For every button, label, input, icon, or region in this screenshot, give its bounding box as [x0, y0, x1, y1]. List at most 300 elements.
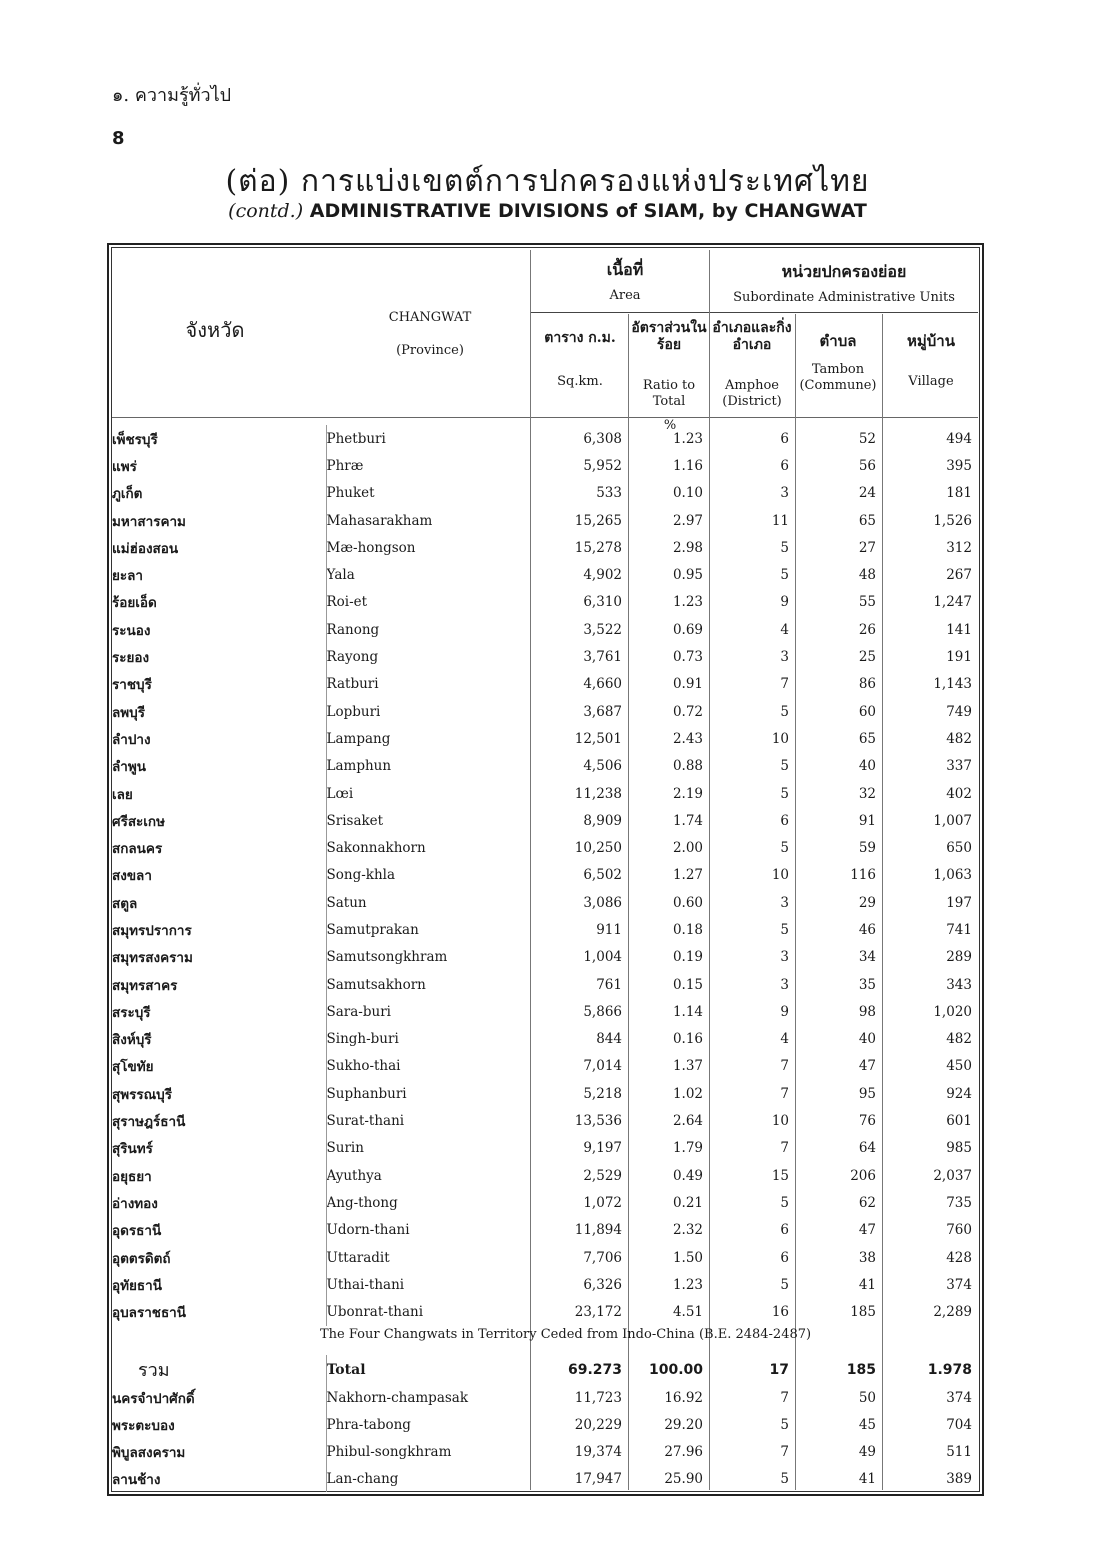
changwat-thai-name: ลานช้าง [112, 1471, 161, 1488]
area-sqkm: 3,086 [583, 894, 622, 911]
header-amphoe-thai: อำเภอและกิ่งอำเภอ [712, 320, 792, 353]
changwat-thai-name: อุบลราชธานี [112, 1305, 186, 1322]
ceded-table [112, 1355, 979, 1492]
village-count: 704 [946, 1416, 972, 1433]
table-row [112, 1438, 978, 1465]
amphoe-count: 6 [780, 1222, 789, 1239]
changwat-english-name: Lopburi [326, 698, 530, 725]
changwat-thai-name: สุรินทร์ [112, 1141, 153, 1158]
amphoe-count: 4 [780, 1031, 789, 1048]
tambon-count: 24 [858, 485, 876, 502]
area-ratio: 1.16 [672, 457, 703, 474]
changwat-thai-name: นครจำปาศักดิ์ [112, 1390, 195, 1407]
tambon-count: 98 [858, 1003, 876, 1020]
table-row [112, 916, 978, 943]
village-count: 389 [946, 1470, 972, 1487]
changwat-english-name: Sakonnakhorn [326, 834, 530, 861]
village-count: 1,247 [933, 594, 972, 611]
changwat-english-name: Mahasarakham [326, 507, 530, 534]
amphoe-count: 7 [780, 1443, 789, 1460]
village-count: 2,289 [933, 1304, 972, 1321]
changwat-thai-name: สตูล [112, 895, 138, 912]
area-sqkm: 10,250 [574, 840, 622, 857]
village-count: 141 [946, 621, 972, 638]
village-count: 760 [946, 1222, 972, 1239]
tambon-count: 206 [850, 1167, 876, 1184]
changwat-thai-name: ร้อยเอ็ด [112, 595, 157, 612]
area-sqkm: 13,536 [574, 1113, 622, 1130]
changwat-english-name: Rayong [326, 643, 530, 670]
area-ratio: 1.27 [672, 867, 703, 884]
area-sqkm: 1,072 [583, 1194, 622, 1211]
tambon-count: 52 [858, 430, 876, 447]
amphoe-count: 9 [780, 1003, 789, 1020]
total-area: 69.273 [567, 1361, 622, 1378]
tambon-count: 34 [858, 949, 876, 966]
amphoe-count: 6 [780, 457, 789, 474]
area-ratio: 1.37 [672, 1058, 703, 1075]
amphoe-count: 7 [780, 1085, 789, 1102]
header-ratio-thai: อัตราส่วนในร้อย [631, 320, 707, 353]
amphoe-count: 5 [780, 539, 789, 556]
village-count: 741 [946, 921, 972, 938]
changwat-english-name: Phuket [326, 480, 530, 507]
tambon-count: 64 [858, 1140, 876, 1157]
amphoe-count: 10 [771, 730, 789, 747]
total-label-thai: รวม [138, 1360, 170, 1381]
village-count: 450 [946, 1058, 972, 1075]
tambon-count: 38 [858, 1249, 876, 1266]
table-row [112, 1244, 978, 1271]
area-sqkm: 844 [596, 1031, 622, 1048]
amphoe-count: 15 [771, 1167, 789, 1184]
tambon-count: 40 [858, 1031, 876, 1048]
area-ratio: 1.50 [672, 1249, 703, 1266]
table-row [112, 1465, 978, 1492]
area-sqkm: 6,502 [583, 867, 622, 884]
amphoe-count: 5 [780, 785, 789, 802]
changwat-thai-name: พิบูลสงคราม [112, 1444, 186, 1461]
header-village-thai: หมู่บ้าน [907, 332, 955, 350]
table-row [112, 1217, 978, 1244]
area-sqkm: 20,229 [574, 1416, 622, 1433]
tambon-count: 91 [858, 812, 876, 829]
table-row [112, 1026, 978, 1053]
amphoe-count: 5 [780, 703, 789, 720]
table-row [112, 725, 978, 752]
changwat-english-name: Ranong [326, 616, 530, 643]
changwat-english-name: Phetburi [326, 425, 530, 452]
changwat-thai-name: สมุทรสงคราม [112, 950, 193, 967]
village-count: 2,037 [933, 1167, 972, 1184]
page-title-english [0, 200, 1095, 222]
table-row [112, 1189, 978, 1216]
area-sqkm: 6,326 [583, 1276, 622, 1293]
amphoe-count: 6 [780, 1249, 789, 1266]
table-row [112, 698, 978, 725]
area-sqkm: 15,278 [574, 539, 622, 556]
changwat-english-name: Sukho-thai [326, 1053, 530, 1080]
changwat-table [112, 425, 979, 1326]
changwat-thai-name: อุดรธานี [112, 1223, 162, 1240]
village-count: 1,007 [933, 812, 972, 829]
area-sqkm: 7,706 [583, 1249, 622, 1266]
tambon-count: 95 [858, 1085, 876, 1102]
area-ratio: 2.43 [672, 730, 703, 747]
changwat-thai-name: แม่ฮ่องสอน [112, 540, 179, 557]
tambon-count: 62 [858, 1194, 876, 1211]
tambon-count: 86 [858, 676, 876, 693]
total-row [112, 1355, 978, 1384]
area-ratio: 1.79 [672, 1140, 703, 1157]
table-row [112, 452, 978, 479]
area-sqkm: 8,909 [583, 812, 622, 829]
area-ratio: 4.51 [672, 1304, 703, 1321]
village-count: 181 [946, 485, 972, 502]
tambon-count: 60 [858, 703, 876, 720]
area-sqkm: 17,947 [574, 1470, 622, 1487]
area-ratio: 0.72 [672, 703, 703, 720]
area-ratio: 0.16 [672, 1031, 703, 1048]
village-count: 289 [946, 949, 972, 966]
table-row [112, 807, 978, 834]
tambon-count: 185 [850, 1304, 876, 1321]
changwat-thai-name: พระตะบอง [112, 1417, 175, 1434]
village-count: 402 [946, 785, 972, 802]
table-row [112, 1384, 978, 1411]
changwat-english-name: Uttaradit [326, 1244, 530, 1271]
table-row [112, 1135, 978, 1162]
table-row [112, 1080, 978, 1107]
amphoe-count: 5 [780, 840, 789, 857]
amphoe-count: 5 [780, 921, 789, 938]
changwat-english-name: Samutsakhorn [326, 971, 530, 998]
changwat-english-name: Uthai-thani [326, 1271, 530, 1298]
header-subunits-thai: หน่วยปกครองย่อย [781, 262, 907, 281]
amphoe-count: 9 [780, 594, 789, 611]
village-count: 650 [946, 840, 972, 857]
village-count: 985 [946, 1140, 972, 1157]
amphoe-count: 5 [780, 1276, 789, 1293]
area-ratio: 2.32 [672, 1222, 703, 1239]
header-province-english: (Province) [396, 343, 464, 358]
village-count: 191 [946, 649, 972, 666]
area-sqkm: 19,374 [574, 1443, 622, 1460]
changwat-english-name: Sara-buri [326, 998, 530, 1025]
table-row [112, 616, 978, 643]
table-row [112, 998, 978, 1025]
changwat-thai-name: อ่างทอง [112, 1195, 158, 1212]
tambon-count: 41 [858, 1276, 876, 1293]
ceded-territory-note: The Four Changwats in Territory Ceded from Indo-China (B.E. 2484-2487) [320, 1327, 812, 1342]
amphoe-count: 3 [780, 976, 789, 993]
amphoe-count: 6 [780, 430, 789, 447]
table-row [112, 534, 978, 561]
area-ratio: 1.23 [672, 430, 703, 447]
area-sqkm: 11,238 [574, 785, 622, 802]
area-ratio: 27.96 [664, 1443, 703, 1460]
area-ratio: 0.19 [672, 949, 703, 966]
changwat-thai-name: สมุทรสาคร [112, 977, 178, 994]
village-count: 395 [946, 457, 972, 474]
changwat-english-name: Lœi [326, 780, 530, 807]
changwat-thai-name: สิงห์บุรี [112, 1032, 152, 1049]
changwat-english-name: Ubonrat-thani [326, 1299, 530, 1326]
village-count: 1,526 [933, 512, 972, 529]
title-english-text: ADMINISTRATIVE DIVISIONS of SIAM, by CHANGWAT [309, 200, 867, 222]
changwat-english-name: Phibul-songkhram [326, 1438, 530, 1465]
header-subunits-english: Subordinate Administrative Units [733, 290, 955, 305]
village-count: 428 [946, 1249, 972, 1266]
area-ratio: 2.64 [672, 1113, 703, 1130]
area-ratio: 0.69 [672, 621, 703, 638]
village-count: 267 [946, 567, 972, 584]
changwat-english-name: Song-khla [326, 862, 530, 889]
area-ratio: 1.02 [672, 1085, 703, 1102]
area-sqkm: 6,310 [583, 594, 622, 611]
area-ratio: 0.18 [672, 921, 703, 938]
page-title-thai: (ต่อ) การแบ่งเขตต์การปกครองแห่งประเทศไทย [225, 164, 870, 199]
area-sqkm: 11,894 [574, 1222, 622, 1239]
area-ratio: 1.74 [672, 812, 703, 829]
changwat-english-name: Lampang [326, 725, 530, 752]
changwat-english-name: Nakhorn-champasak [326, 1384, 530, 1411]
amphoe-count: 6 [780, 812, 789, 829]
header-changwat-thai: จังหวัด [185, 318, 245, 342]
header-divider [530, 312, 978, 313]
tambon-count: 48 [858, 567, 876, 584]
area-ratio: 0.15 [672, 976, 703, 993]
tambon-count: 59 [858, 840, 876, 857]
village-count: 482 [946, 730, 972, 747]
village-count: 374 [946, 1389, 972, 1406]
tambon-count: 35 [858, 976, 876, 993]
changwat-english-name: Mæ-hongson [326, 534, 530, 561]
village-count: 749 [946, 703, 972, 720]
changwat-thai-name: อยุธยา [112, 1168, 152, 1185]
total-village: 1.978 [927, 1361, 972, 1378]
total-tambon: 185 [846, 1361, 876, 1378]
total-amphoe: 17 [769, 1361, 789, 1378]
area-ratio: 2.00 [672, 840, 703, 857]
area-ratio: 25.90 [664, 1470, 703, 1487]
area-sqkm: 4,506 [583, 758, 622, 775]
amphoe-count: 3 [780, 485, 789, 502]
changwat-thai-name: สกลนคร [112, 841, 163, 858]
table-row [112, 561, 978, 588]
village-count: 482 [946, 1031, 972, 1048]
area-ratio: 0.73 [672, 649, 703, 666]
area-sqkm: 911 [596, 921, 622, 938]
header-village-english: Village [908, 374, 954, 389]
changwat-thai-name: อุทัยธานี [112, 1277, 162, 1294]
changwat-english-name: Suphanburi [326, 1080, 530, 1107]
area-sqkm: 5,952 [583, 457, 622, 474]
changwat-thai-name: สงขลา [112, 868, 152, 885]
amphoe-count: 5 [780, 1470, 789, 1487]
area-ratio: 2.98 [672, 539, 703, 556]
area-ratio: 0.10 [672, 485, 703, 502]
table-row [112, 480, 978, 507]
changwat-english-name: Lamphun [326, 753, 530, 780]
table-row [112, 1053, 978, 1080]
area-ratio: 0.95 [672, 567, 703, 584]
village-count: 374 [946, 1276, 972, 1293]
amphoe-count: 10 [771, 1113, 789, 1130]
area-sqkm: 9,197 [583, 1140, 622, 1157]
header-sqkm-english: Sq.km. [557, 374, 603, 389]
table-row [112, 1162, 978, 1189]
table-row [112, 671, 978, 698]
page-number: 8 [112, 128, 125, 149]
header-tambon-thai: ตำบล [819, 332, 857, 350]
tambon-count: 47 [858, 1222, 876, 1239]
amphoe-count: 5 [780, 1416, 789, 1433]
village-count: 511 [946, 1443, 972, 1460]
changwat-thai-name: เลย [112, 786, 133, 803]
changwat-english-name: Udorn-thani [326, 1217, 530, 1244]
table-row [112, 753, 978, 780]
tambon-count: 26 [858, 621, 876, 638]
village-count: 735 [946, 1194, 972, 1211]
area-ratio: 1.23 [672, 594, 703, 611]
amphoe-count: 3 [780, 949, 789, 966]
amphoe-count: 16 [771, 1304, 789, 1321]
area-ratio: 0.88 [672, 758, 703, 775]
tambon-count: 40 [858, 758, 876, 775]
changwat-thai-name: ลพบุรี [112, 704, 145, 721]
header-area-thai: เนื้อที่ [606, 260, 644, 279]
tambon-count: 55 [858, 594, 876, 611]
area-sqkm: 5,866 [583, 1003, 622, 1020]
header-changwat-english: CHANGWAT [388, 310, 472, 325]
changwat-english-name: Surat-thani [326, 1107, 530, 1134]
changwat-english-name: Samutprakan [326, 916, 530, 943]
total-ratio: 100.00 [648, 1361, 703, 1378]
tambon-count: 32 [858, 785, 876, 802]
changwat-english-name: Ang-thong [326, 1189, 530, 1216]
area-sqkm: 761 [596, 976, 622, 993]
tambon-count: 25 [858, 649, 876, 666]
tambon-count: 50 [858, 1389, 876, 1406]
village-count: 197 [946, 894, 972, 911]
table-row [112, 834, 978, 861]
changwat-thai-name: ภูเก็ต [112, 486, 143, 503]
changwat-english-name: Roi-et [326, 589, 530, 616]
header-area-english: Area [609, 288, 641, 303]
amphoe-count: 7 [780, 1140, 789, 1157]
tambon-count: 65 [858, 730, 876, 747]
area-sqkm: 23,172 [574, 1304, 622, 1321]
ceded-table-body [112, 1355, 978, 1492]
area-ratio: 2.97 [672, 512, 703, 529]
changwat-thai-name: อุตตรดิตถ์ [112, 1250, 171, 1267]
area-sqkm: 15,265 [574, 512, 622, 529]
table-row [112, 507, 978, 534]
village-count: 312 [946, 539, 972, 556]
table-row [112, 1299, 978, 1326]
area-sqkm: 11,723 [574, 1389, 622, 1406]
header-ratio-english: Ratio to Total [642, 378, 696, 409]
amphoe-count: 10 [771, 867, 789, 884]
area-ratio: 2.19 [672, 785, 703, 802]
amphoe-count: 3 [780, 894, 789, 911]
area-sqkm: 6,308 [583, 430, 622, 447]
changwat-thai-name: สระบุรี [112, 1004, 151, 1021]
changwat-thai-name: ลำปาง [112, 731, 151, 748]
area-sqkm: 4,660 [583, 676, 622, 693]
changwat-thai-name: ยะลา [112, 568, 144, 585]
header-tambon-english: Tambon (Commune) [799, 362, 877, 393]
running-head: ๑. ความรู้ทั่วไป [112, 85, 232, 106]
tambon-count: 45 [858, 1416, 876, 1433]
total-label-english: Total [326, 1355, 530, 1384]
amphoe-count: 4 [780, 621, 789, 638]
changwat-thai-name: ระยอง [112, 650, 150, 667]
amphoe-count: 5 [780, 758, 789, 775]
percent-sign: % [663, 418, 677, 433]
changwat-thai-name: แพร่ [112, 458, 137, 475]
village-count: 1,063 [933, 867, 972, 884]
village-count: 494 [946, 430, 972, 447]
table-row [112, 944, 978, 971]
amphoe-count: 7 [780, 1389, 789, 1406]
changwat-thai-name: ราชบุรี [112, 677, 152, 694]
changwat-english-name: Srisaket [326, 807, 530, 834]
area-sqkm: 3,761 [583, 649, 622, 666]
area-sqkm: 7,014 [583, 1058, 622, 1075]
table-row [112, 589, 978, 616]
changwat-table-body [112, 425, 978, 1326]
amphoe-count: 3 [780, 649, 789, 666]
changwat-english-name: Surin [326, 1135, 530, 1162]
table-row [112, 780, 978, 807]
village-count: 343 [946, 976, 972, 993]
changwat-thai-name: ลำพูน [112, 759, 146, 776]
tambon-count: 76 [858, 1113, 876, 1130]
tambon-count: 47 [858, 1058, 876, 1075]
table-row [112, 643, 978, 670]
changwat-english-name: Phræ [326, 452, 530, 479]
changwat-thai-name: สุราษฎร์ธานี [112, 1114, 186, 1131]
amphoe-count: 5 [780, 1194, 789, 1211]
table-row [112, 425, 978, 452]
header-amphoe-english: Amphoe (District) [722, 378, 782, 409]
tambon-count: 46 [858, 921, 876, 938]
table-row [112, 1271, 978, 1298]
amphoe-count: 7 [780, 676, 789, 693]
changwat-english-name: Lan-chang [326, 1465, 530, 1492]
changwat-thai-name: ศรีสะเกษ [112, 813, 165, 830]
changwat-thai-name: เพ็ชรบุรี [112, 431, 158, 448]
tambon-count: 116 [850, 867, 876, 884]
area-ratio: 1.23 [672, 1276, 703, 1293]
table-row [112, 1411, 978, 1438]
village-count: 1,020 [933, 1003, 972, 1020]
tambon-count: 29 [858, 894, 876, 911]
changwat-english-name: Phra-tabong [326, 1411, 530, 1438]
area-ratio: 0.91 [672, 676, 703, 693]
tambon-count: 41 [858, 1470, 876, 1487]
area-ratio: 0.21 [672, 1194, 703, 1211]
area-ratio: 0.49 [672, 1167, 703, 1184]
area-ratio: 16.92 [664, 1389, 703, 1406]
village-count: 601 [946, 1113, 972, 1130]
area-ratio: 1.14 [672, 1003, 703, 1020]
table-row [112, 971, 978, 998]
changwat-thai-name: ระนอง [112, 622, 151, 639]
changwat-thai-name: มหาสารคาม [112, 513, 186, 530]
